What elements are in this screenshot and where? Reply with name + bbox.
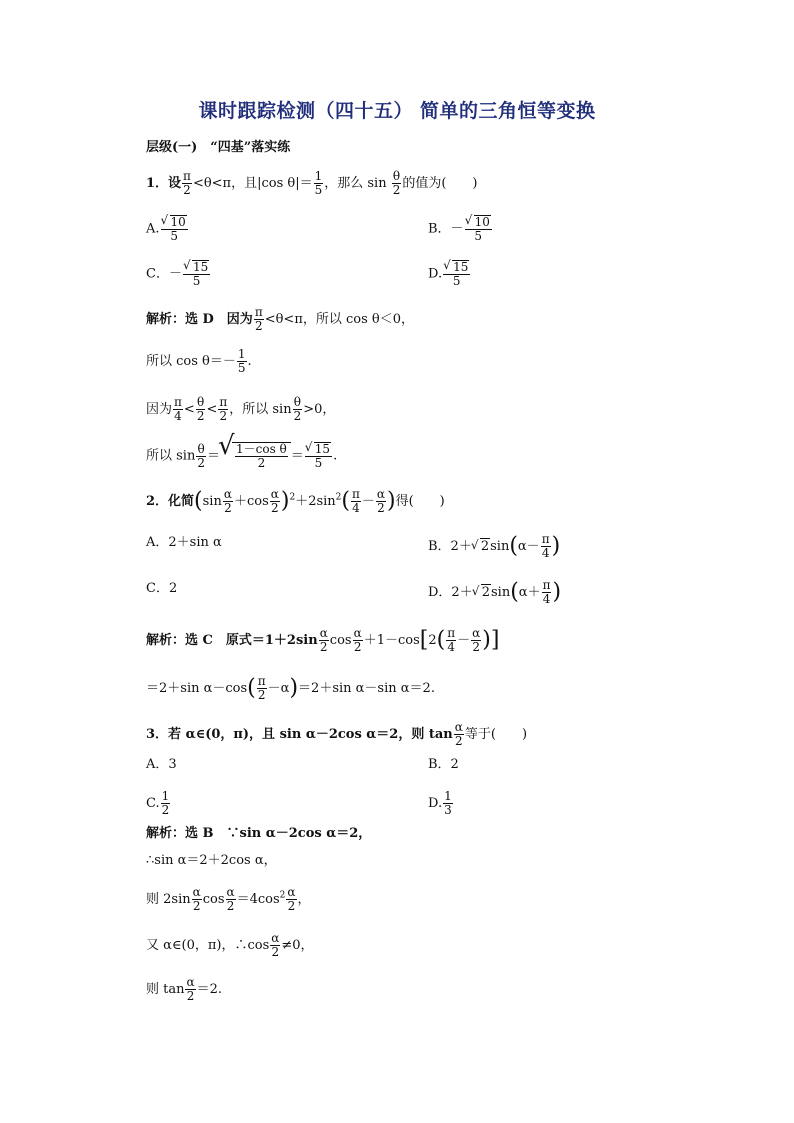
- question-2-option-b: B．2＋√ 2sin(α－ $\frac{\pi}{4}$ ): [428, 533, 560, 560]
- question-1-solution-line-4: 所以 sin $\frac{\theta}{2}$ ＝ √ $\frac{\text{1－cos θ}}{2}$ ＝ √ $\frac{15}{5}$ .: [146, 442, 337, 470]
- question-3-stem: 3．若 α∈(0，π)，且 sin α－2cos α＝2，则 tan $\frac{\alpha}{2}$ 等于( ): [146, 720, 528, 748]
- question-2-solution-line-2: ＝2＋sin α－cos( $\frac{\pi}{2}$ －α)＝2＋sin α－sin α＝2.: [146, 674, 435, 702]
- question-1-solution-line-3: 因为 $\frac{\pi}{4}$ < $\frac{\theta}{2}$ < $\frac{\pi}{2}$ ，所以 sin $\frac{\theta}{2}$ >0，: [146, 395, 336, 423]
- question-2-option-d: D．2＋√ 2sin(α＋ $\frac{\pi}{4}$ ): [428, 579, 561, 606]
- question-2-solution-line-1: 解析：选 C 原式＝1＋2sin $\frac{\alpha}{2}$ cos $\frac{\alpha}{2}$ ＋1－cos[2( $\frac{\pi}{4}$ － $\frac{\alpha}{2}$ )]: [146, 626, 500, 654]
- question-3-solution-line-3: 则 2sin $\frac{\alpha}{2}$ cos $\frac{\alpha}{2}$ $=4\cos^2$ $\frac{\alpha}{2}$ ，: [146, 885, 311, 913]
- question-3-option-b: B．2: [428, 757, 459, 772]
- question-1-option-c: C．－ √ $\frac{15}{5}$: [146, 260, 211, 288]
- question-3-solution-line-2: ∴sin α＝2＋2cos α，: [146, 853, 277, 868]
- question-2-option-c: C．2: [146, 581, 178, 596]
- question-3-solution-line-5: 则 tan $\frac{\alpha}{2}$ ＝2.: [146, 975, 222, 1003]
- question-2-option-a: A．2＋sin α: [146, 535, 222, 550]
- page-title: 课时跟踪检测（四十五） 简单的三角恒等变换: [198, 100, 596, 122]
- question-3-solution-line-1: 解析：选 B ∵sin α－2cos α＝2，: [146, 826, 372, 841]
- section-heading: 层级(一) “四基”落实练: [146, 140, 291, 155]
- question-1-stem: 1．设 $\frac{\pi}{2}$ <θ<π，且|cos θ|＝ $\frac{1}{5}$ ，那么 sin $\frac{\theta}{2}$ 的值为( ): [146, 169, 478, 197]
- question-1-solution-line-2: 所以 cos θ＝－ $\frac{1}{5}$ .: [146, 347, 252, 375]
- question-1-solution-line-1: 解析：选 D 因为 $\frac{\pi}{2}$ <θ<π，所以 cos θ＜0，: [146, 305, 415, 333]
- question-1-option-d: D. √ $\frac{15}{5}$: [428, 260, 471, 288]
- question-1-option-a: A. √ $\frac{10}{5}$: [146, 215, 189, 243]
- question-3-option-c: C. $\frac{1}{2}$: [146, 789, 170, 817]
- question-3-solution-line-4: 又 α∈(0，π)，∴cos $\frac{\alpha}{2}$ ≠0，: [146, 931, 314, 959]
- question-3-option-d: D. $\frac{1}{3}$: [428, 789, 452, 817]
- question-2-stem: 2．化简(sin $\frac{\alpha}{2}$ ＋cos $\frac{\alpha}{2}$ )$^2+2\sin^2$( $\frac{\pi}{4}$ － $\frac{\alpha}{2}$ )得( ): [146, 487, 445, 515]
- question-1-option-b: B．－ √ $\frac{10}{5}$: [428, 215, 493, 243]
- question-3-option-a: A．3: [146, 757, 177, 772]
